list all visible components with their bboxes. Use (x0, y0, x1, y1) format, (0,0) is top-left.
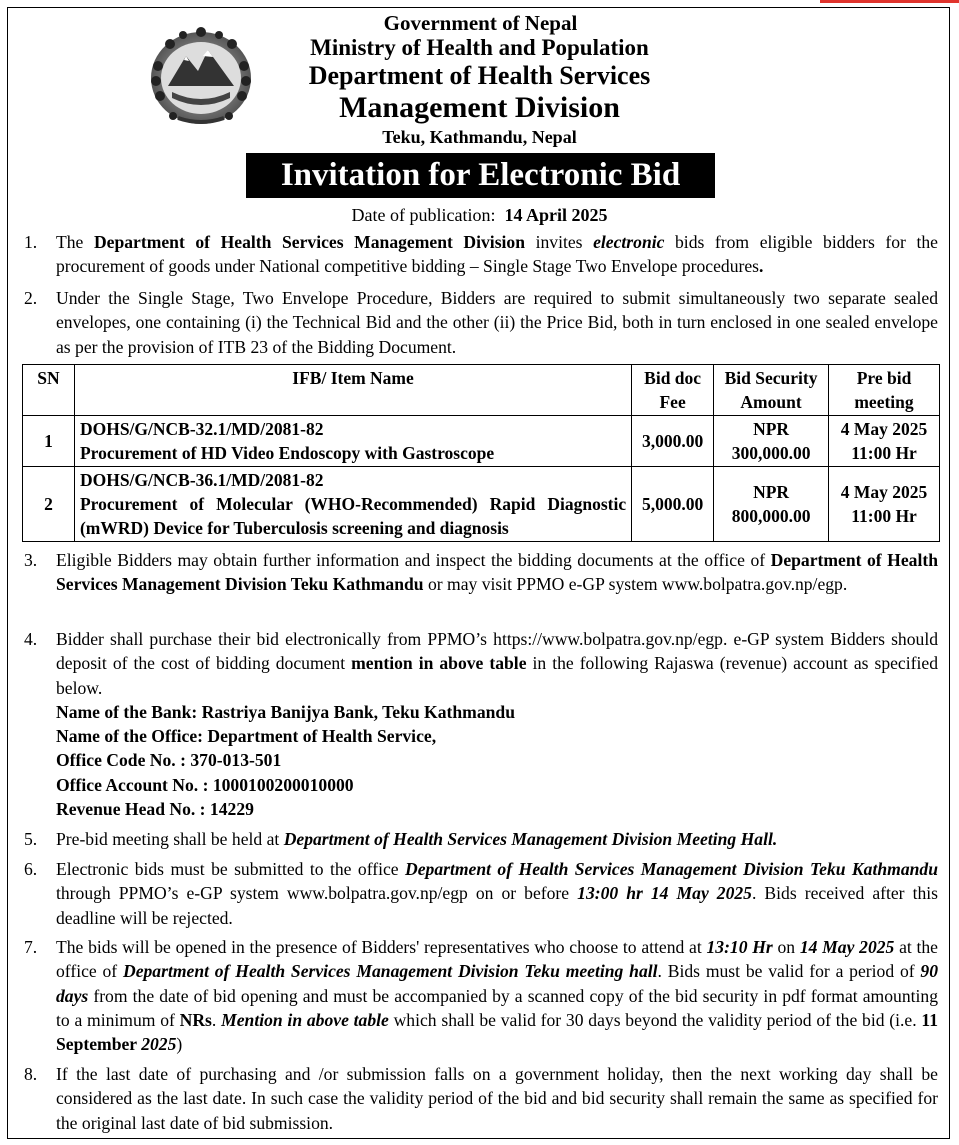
item-number: 8. (24, 1064, 38, 1084)
table-row (23, 416, 940, 467)
item-number: 4. (24, 629, 38, 649)
cell-item (74, 416, 631, 467)
col-item-name: IFB/ Item Name (74, 365, 631, 416)
paragraph-1: The Department of Health Services Management Division invites electronic bids from eligible bidders for the procurement of goods under National competitive bidding – Single Stage Two Envelope procedures. (56, 232, 938, 277)
item-number: 3. (24, 550, 38, 570)
paragraph-4: Bidder shall purchase their bid electronically from PPMO’s https://www.bolpatra.gov.np/egp. e-GP system Bidders should deposit of the cost of bidding document mention in above table in the following Rajaswa (revenue) account as specified below. Name of the Bank: Rastriya Banijya Bank, Teku Kathmandu Name of the Office: Department of Health Service, Office Code No. : 370-013-501 Office Account No. : 1000100200010000 Revenue Head No. : 14229 (56, 627, 938, 821)
col-pre-bid: Pre bid meeting (829, 365, 940, 416)
table-row (23, 467, 940, 542)
cell-fee: 5,000.00 (632, 467, 714, 542)
office-code: Office Code No. : 370-013-501 (56, 750, 282, 771)
department-heading: Department of Health Services (308, 61, 651, 90)
office-account: Office Account No. : 1000100200010000 (56, 774, 354, 795)
table-header-row (23, 365, 940, 416)
item-name: Procurement of HD Video Endoscopy with Gastroscope (79, 443, 495, 463)
cell-pre-bid: 4 May 2025 11:00 Hr (829, 467, 940, 542)
item-number: 2. (24, 288, 38, 308)
col-bid-doc-fee: Bid doc Fee (632, 365, 714, 416)
item-number: 7. (24, 937, 38, 957)
col-bid-security: Bid Security Amount (714, 365, 829, 416)
address-heading: Teku, Kathmandu, Nepal (382, 127, 577, 147)
cell-security: NPR 800,000.00 (714, 467, 829, 542)
item-number: 5. (24, 829, 38, 849)
paragraph-7: The bids will be opened in the presence of Bidders' representatives who choose to attend at 13:10 Hr on 14 May 2025 at the office of Department of Health Services Management Division Teku meeting hall. Bids must be valid for a period of 90 days from the date of bid opening and must be accompanied by a scanned copy of the bid security in pdf format amounting to a minimum of NRs. Mention in above table which shall be valid for 30 days beyond the validity period of the bid (i.e. 11 September 2025) (56, 937, 939, 1055)
col-sn: SN (23, 365, 75, 416)
paragraph-6: Electronic bids must be submitted to the office Department of Health Services Management Division Teku Kathmandu through PPMO’s e-GP system www.bolpatra.gov.np/egp on or before 13:00 hr 14 May 2025. Bids received after this deadline will be rejected. (56, 859, 938, 928)
notice-title: Invitation for Electronic Bid (246, 153, 715, 198)
cell-fee: 3,000.00 (632, 416, 714, 467)
publication-date (0, 205, 959, 226)
corner-mark (820, 0, 959, 3)
cell-item (74, 467, 631, 542)
paragraph-5: Pre-bid meeting shall be held at Department of Health Services Management Division Meeting Hall. (56, 829, 778, 849)
government-heading: Government of Nepal (383, 11, 578, 35)
publication-date-label: Date of publication: (351, 205, 496, 225)
paragraph-3: Eligible Bidders may obtain further information and inspect the bidding documents at the office of Department of Health Services Management Division Teku Kathmandu or may visit PPMO e-GP system www.bolpatra.gov.np/egp. (56, 550, 939, 595)
item-number: 6. (24, 859, 38, 879)
ifb-number: DOHS/G/NCB-36.1/MD/2081-82 (79, 470, 324, 490)
ifb-number: DOHS/G/NCB-32.1/MD/2081-82 (79, 419, 324, 439)
office-name: Name of the Office: Department of Health Service, (56, 726, 437, 747)
revenue-head: Revenue Head No. : 14229 (56, 799, 254, 820)
publication-date-value: 14 April 2025 (504, 205, 608, 225)
cell-security: NPR 300,000.00 (714, 416, 829, 467)
item-name: Procurement of Molecular (WHO-Recommended) Rapid Diagnostic (mWRD) Device for Tuberculosis screening and diagnosis (79, 494, 627, 538)
paragraph-8: If the last date of purchasing and /or submission falls on a government holiday, then the next working day shall be considered as the last date. In such case the validity period of the bid and bid security shall remain the same as specified for the original last date of bid submission. (56, 1064, 938, 1133)
division-heading: Management Division (339, 91, 620, 124)
cell-pre-bid: 4 May 2025 11:00 Hr (829, 416, 940, 467)
bid-table (22, 364, 940, 542)
cell-sn: 1 (23, 416, 75, 467)
bank-name: Name of the Bank: Rastriya Banijya Bank, Teku Kathmandu (56, 701, 515, 722)
ministry-heading: Ministry of Health and Population (310, 35, 649, 60)
item-number: 1. (24, 232, 38, 252)
paragraph-2: Under the Single Stage, Two Envelope Procedure, Bidders are required to submit simultaneously two separate sealed envelopes, one containing (i) the Technical Bid and the other (ii) the Price Bid, both in turn enclosed in one sealed envelope as per the provision of ITB 23 of the Bidding Document. (56, 288, 938, 357)
cell-sn: 2 (23, 467, 75, 542)
